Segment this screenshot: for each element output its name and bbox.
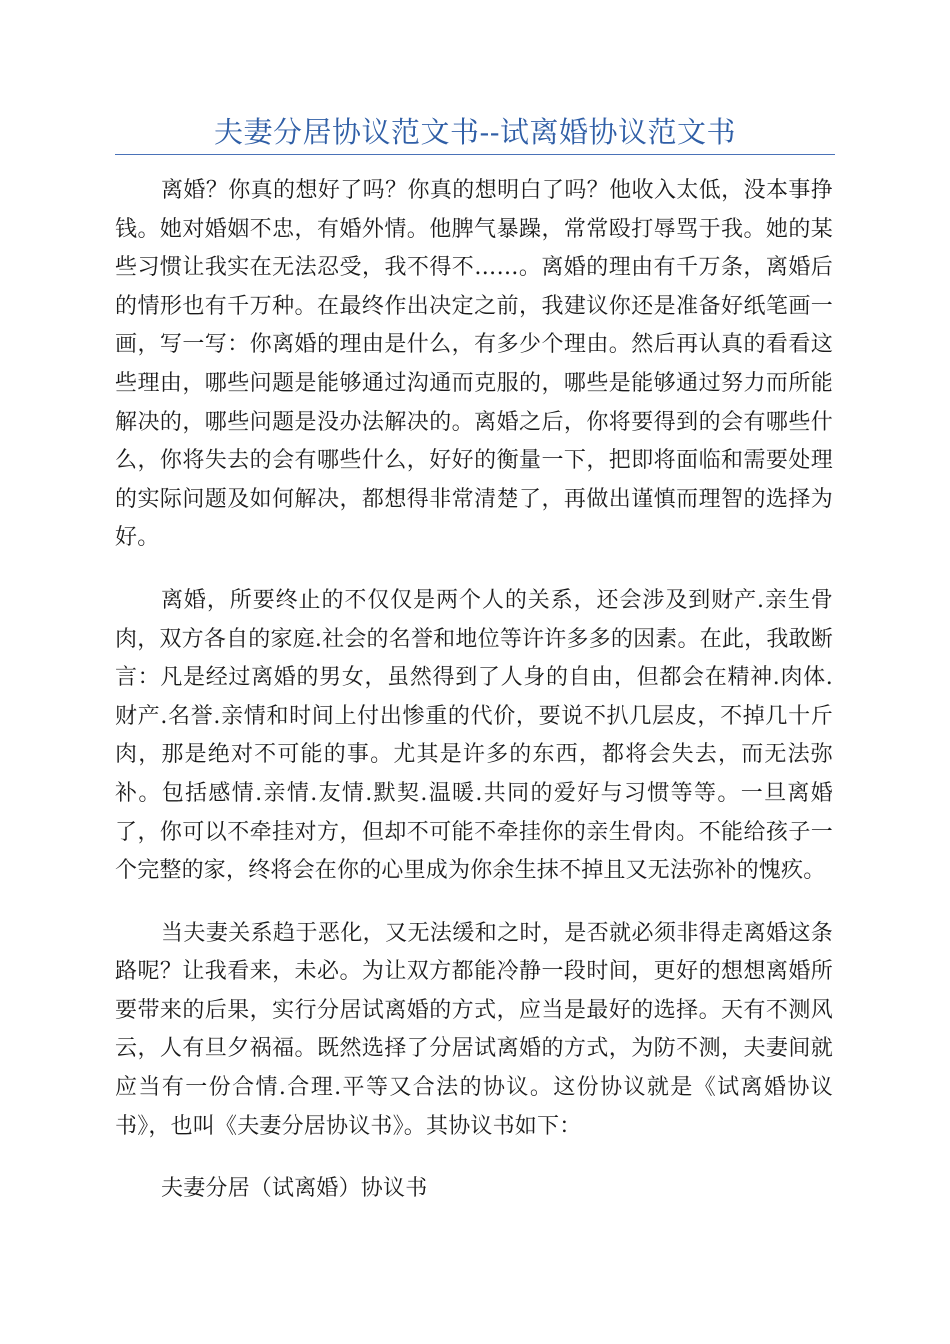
paragraph-1: 离婚？你真的想好了吗？你真的想明白了吗？他收入太低，没本事挣钱。她对婚姻不忠，有婚外情。他脾气暴躁，常常殴打辱骂于我。她的某些习惯让我实在无法忍受，我不得不……。离婚的理由有千万条，离婚后的情形也有千万种。在最终作出决定之前，我建议你还是准备好纸笔画一画，写一写：你离婚的理由是什么，有多少个理由。然后再认真的看看这些理由，哪些问题是能够通过沟通而克服的，哪些是能够通过努力而所能解决的，哪些问题是没办法解决的。离婚之后，你将要得到的会有哪些什么，你将失去的会有哪些什么，好好的衡量一下，把即将面临和需要处理的实际问题及如何解决，都想得非常清楚了，再做出谨慎而理智的选择为好。	[115, 178, 833, 551]
paragraph-3: 当夫妻关系趋于恶化，又无法缓和之时，是否就必须非得走离婚这条路呢？让我看来，未必。为让双方都能冷静一段时间，更好的想想离婚所要带来的后果，实行分居试离婚的方式，应当是最好的选择。天有不测风云，人有旦夕祸福。既然选择了分居试离婚的方式，为防不测，夫妻间就应当有一份合情.合理.平等又合法的协议。这份协议就是《试离婚协议书》，也叫《夫妻分居协议书》。其协议书如下：	[115, 920, 833, 1139]
document-title: 夫妻分居协议范文书--试离婚协议范文书	[213, 115, 737, 149]
document-body	[115, 172, 833, 1233]
agreement-heading: 夫妻分居（试离婚）协议书	[161, 1176, 428, 1202]
title-underline	[115, 154, 835, 155]
paragraph-2: 离婚，所要终止的不仅仅是两个人的关系，还会涉及到财产.亲生骨肉，双方各自的家庭.社会的名誉和地位等许许多多的因素。在此，我敢断言：凡是经过离婚的男女，虽然得到了人身的自由，但都会在精神.肉体.财产.名誉.亲情和时间上付出惨重的代价，要说不扒几层皮，不掉几十斤肉，那是绝对不可能的事。尤其是许多的东西，都将会失去，而无法弥补。包括感情.亲情.友情.默契.温暖.共同的爱好与习惯等等。一旦离婚了，你可以不牵挂对方，但却不可能不牵挂你的亲生骨肉。不能给孩子一个完整的家，终将会在你的心里成为你余生抹不掉且又无法弥补的愧疚。	[115, 587, 833, 884]
